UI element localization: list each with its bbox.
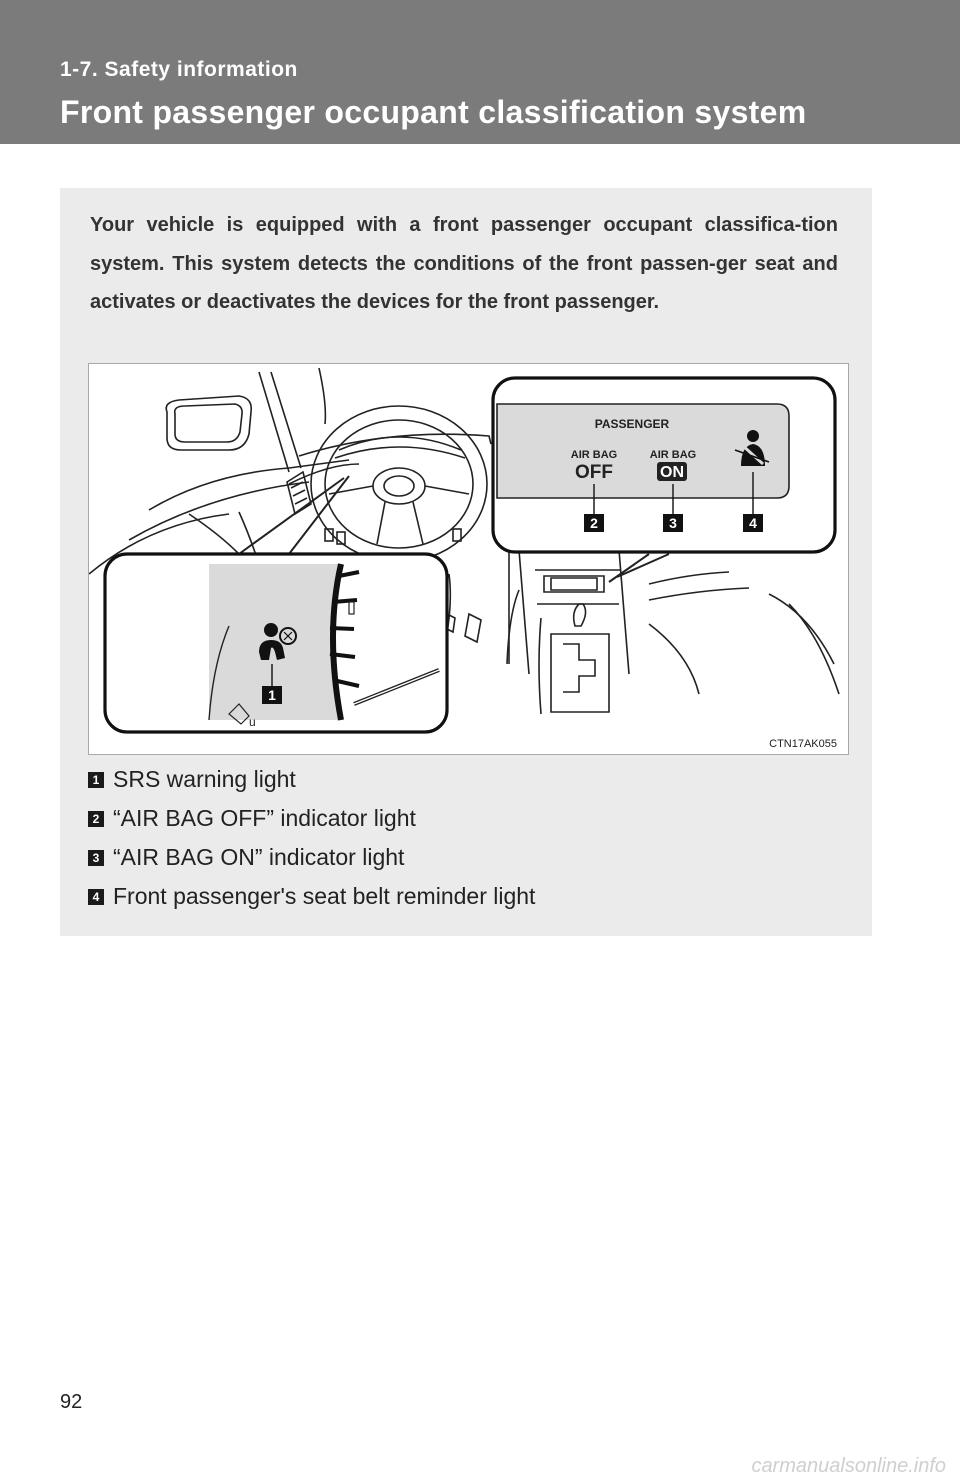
legend-text: Front passenger's seat belt reminder light xyxy=(113,883,536,909)
intro-paragraph: Your vehicle is equipped with a front passenger occupant classifica-tion system. This system detects the conditions of the front passen-ger seat and activates or deactivates the devices for the front passenger. xyxy=(90,214,838,313)
legend-number-badge: 1 xyxy=(88,772,104,788)
page-number: 92 xyxy=(60,1391,83,1413)
callout-number-4: 4 xyxy=(749,515,757,531)
airbag-off-label: OFF xyxy=(575,462,613,483)
watermark: carmanualsonline.info xyxy=(751,1455,946,1477)
legend-text: “AIR BAG ON” indicator light xyxy=(113,844,405,870)
legend-item xyxy=(88,799,848,838)
page-title: Front passenger occupant classification system xyxy=(60,94,807,130)
figure-code: CTN17AK055 xyxy=(769,738,837,750)
callout-number-3: 3 xyxy=(669,515,677,531)
legend-number-badge: 2 xyxy=(88,811,104,827)
legend-number-badge: 3 xyxy=(88,850,104,866)
passenger-label: PASSENGER xyxy=(594,417,670,431)
airbag-off-top-label: AIR BAG xyxy=(570,449,618,461)
legend-item xyxy=(88,760,848,799)
legend-text: “AIR BAG OFF” indicator light xyxy=(113,805,416,831)
legend-list xyxy=(88,760,848,916)
dashboard-illustration xyxy=(88,363,849,755)
callout-number-2: 2 xyxy=(590,515,598,531)
legend-item xyxy=(88,838,848,877)
page-header xyxy=(0,0,960,144)
airbag-on-label: ON xyxy=(660,464,684,481)
airbag-on-top-label: AIR BAG xyxy=(649,449,697,461)
callout-number-1: 1 xyxy=(268,687,276,703)
legend-item xyxy=(88,877,848,916)
section-label: 1-7. Safety information xyxy=(60,58,298,81)
legend-number-badge: 4 xyxy=(88,889,104,905)
svg-text:u: u xyxy=(249,715,256,729)
legend-text: SRS warning light xyxy=(113,766,296,792)
dashboard-drawing xyxy=(89,364,848,754)
